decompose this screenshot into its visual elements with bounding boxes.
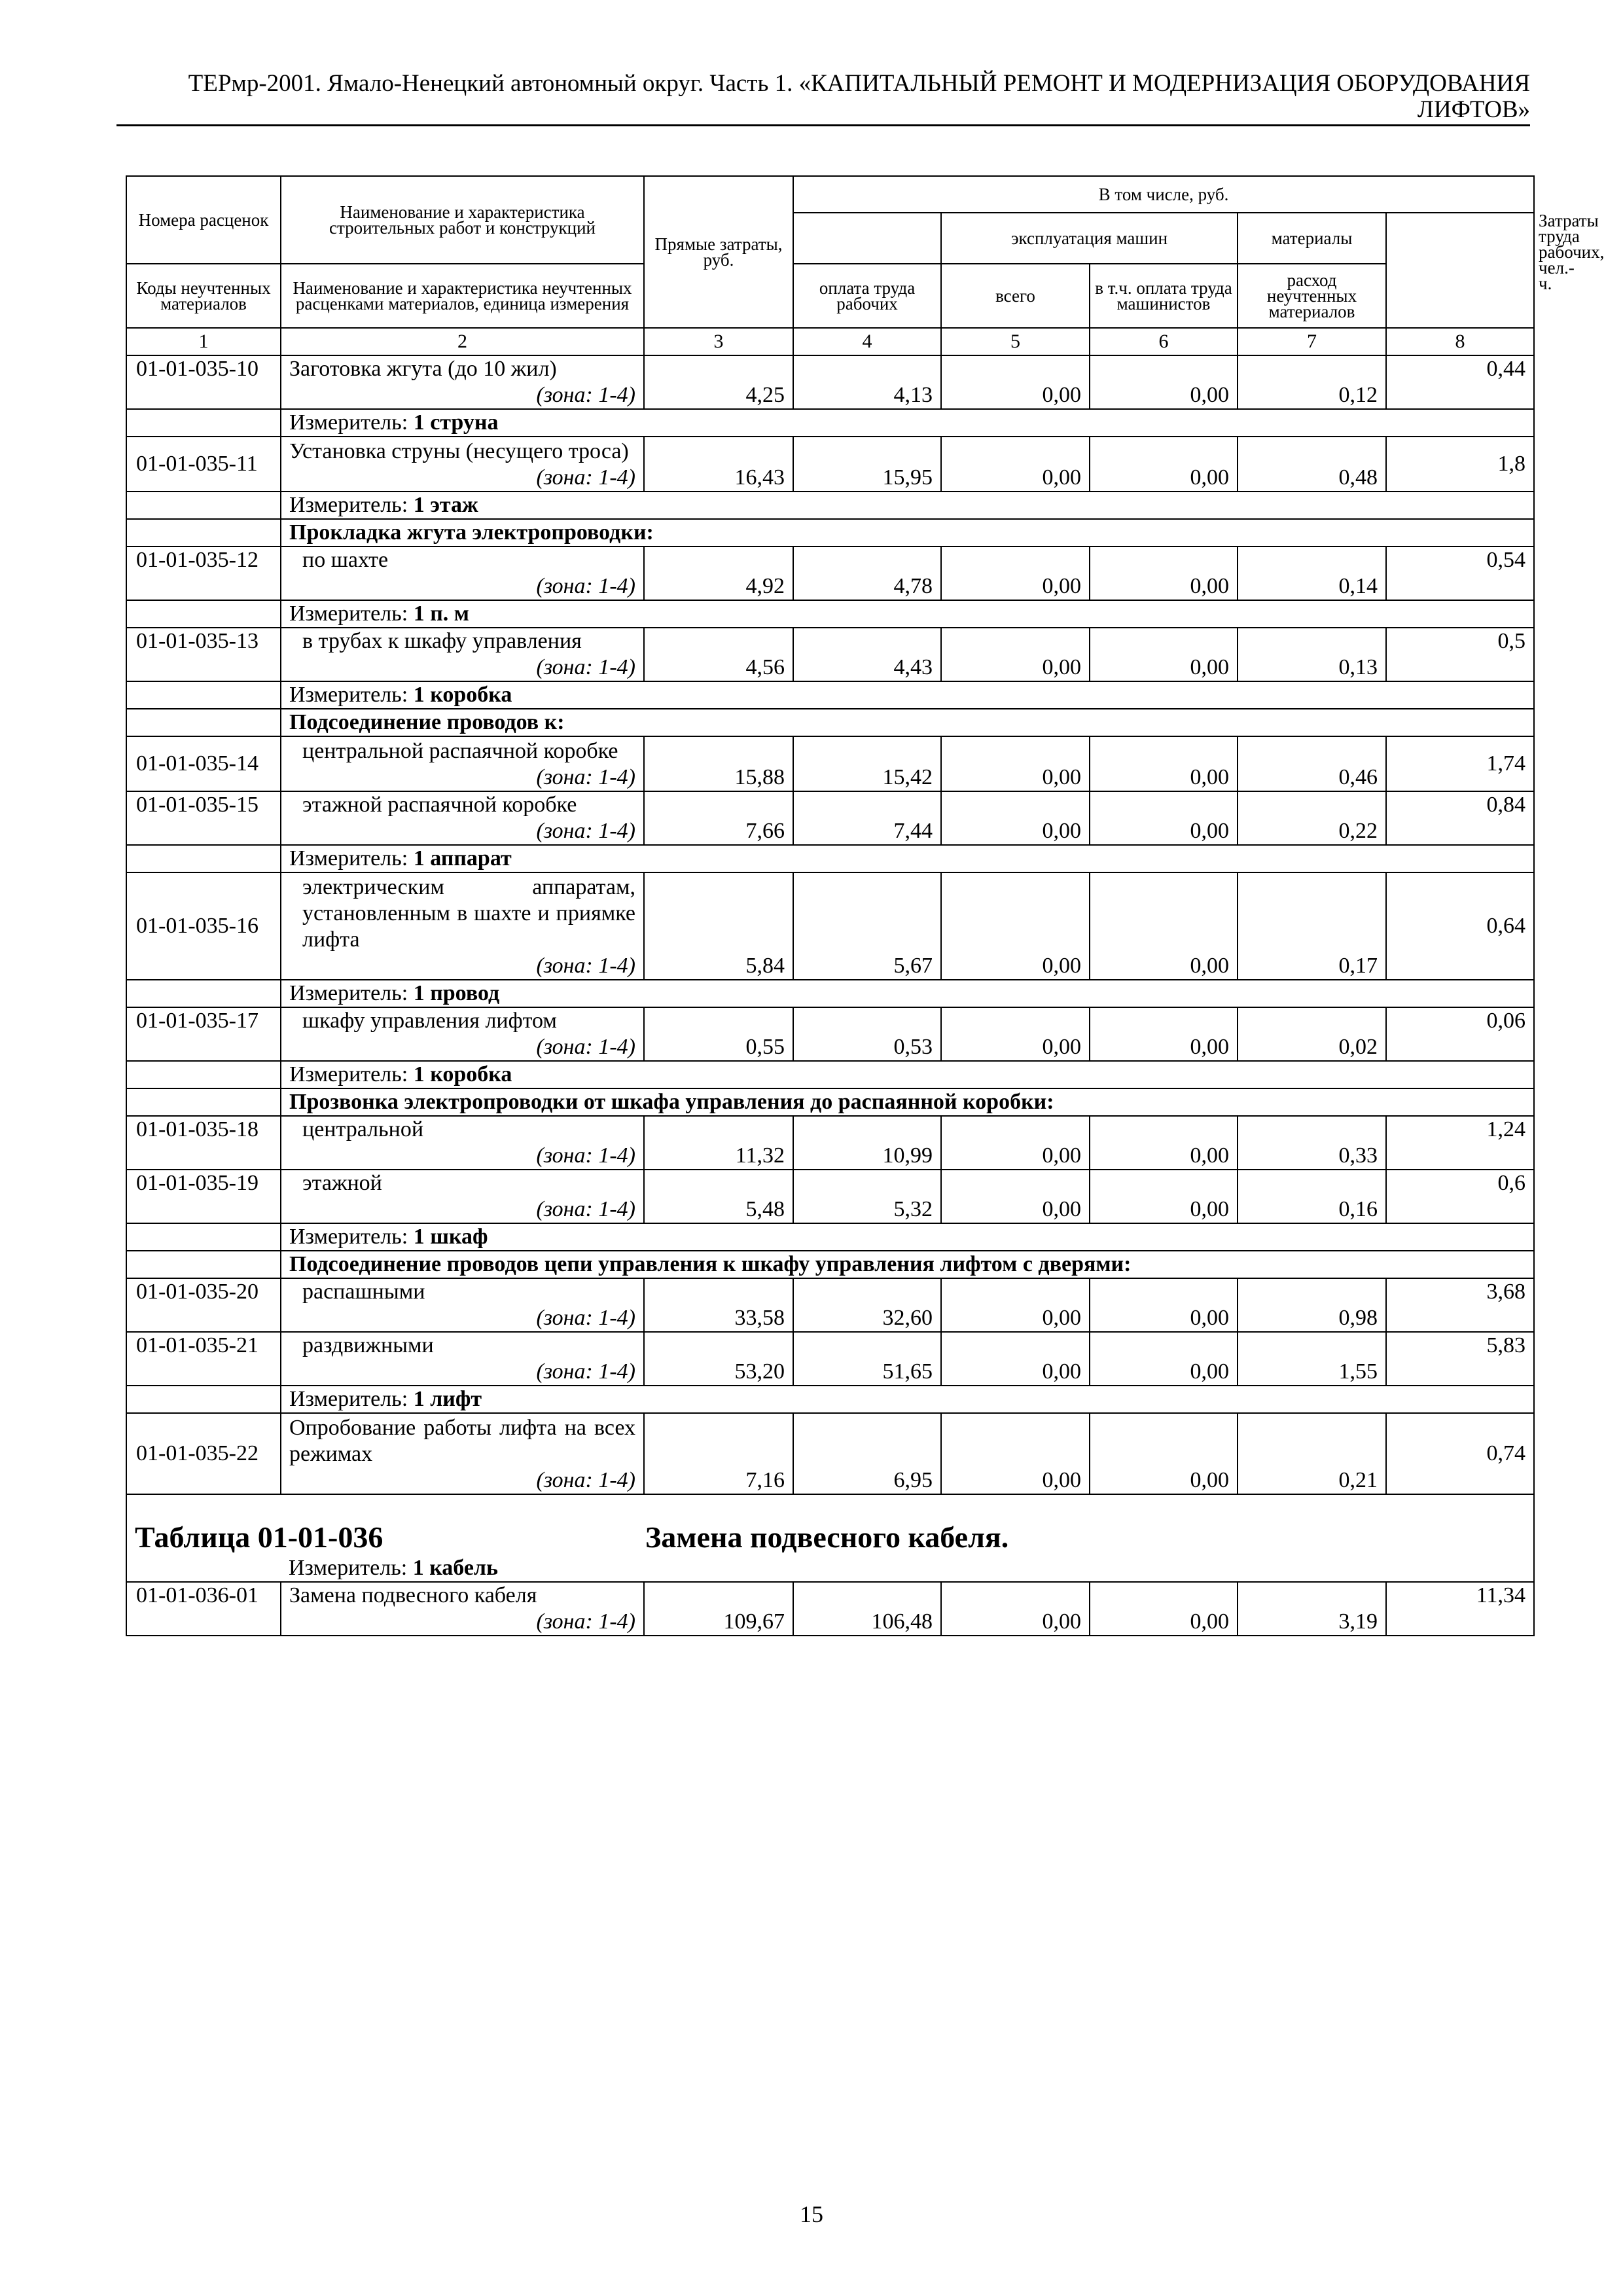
rate-name-cell [281, 1332, 644, 1386]
measure-cell [281, 1386, 1534, 1413]
empty-cell [126, 845, 281, 872]
rate-code: 01-01-035-11 [126, 437, 281, 492]
rate-code: 01-01-035-16 [126, 872, 281, 980]
rate-name-cell [281, 1170, 644, 1223]
measure-cell [281, 1061, 1534, 1088]
rate-name: этажной [302, 1171, 382, 1195]
labor-cost: 51,65 [793, 1332, 941, 1386]
material-cost: 1,55 [1238, 1332, 1386, 1386]
th-vsego: всего [941, 264, 1090, 328]
table-number: Таблица 01-01-036 [135, 1520, 383, 1554]
direct-cost: 53,20 [644, 1332, 793, 1386]
zone-label: (зона: 1-4) [536, 574, 635, 598]
empty-cell [126, 709, 281, 736]
operator-cost: 0,00 [1090, 547, 1238, 600]
labor-hours: 1,24 [1386, 1116, 1534, 1170]
operator-cost: 0,00 [1090, 437, 1238, 492]
rate-name-cell [281, 355, 644, 409]
group-heading: Прозвонка электропроводки от шкафа управления до распаянной коробки: [281, 1088, 1534, 1116]
rate-name: по шахте [302, 548, 389, 572]
measure-label: Измеритель: [289, 1062, 408, 1086]
measure-row [126, 1386, 1534, 1413]
rate-name-cell [281, 1007, 644, 1061]
table-row [126, 1332, 1534, 1386]
col-num: 4 [793, 328, 941, 355]
empty-cell [126, 1386, 281, 1413]
machine-cost: 0,00 [941, 1278, 1090, 1332]
measure-unit: 1 коробка [413, 683, 512, 707]
zone-label: (зона: 1-4) [536, 765, 635, 789]
measure-unit: 1 кабель [412, 1556, 498, 1580]
measure-label: Измеритель: [289, 683, 408, 707]
empty-cell [126, 681, 281, 709]
labor-hours: 5,83 [1386, 1332, 1534, 1386]
material-cost: 0,16 [1238, 1170, 1386, 1223]
operator-cost: 0,00 [1090, 1170, 1238, 1223]
operator-cost: 0,00 [1090, 1278, 1238, 1332]
measure-row [126, 600, 1534, 628]
zone-label: (зона: 1-4) [536, 1306, 635, 1330]
measure-unit: 1 провод [413, 981, 500, 1005]
material-cost: 0,12 [1238, 355, 1386, 409]
labor-cost: 15,95 [793, 437, 941, 492]
th-naim2: Наименование и характеристика неучтенных расценками материалов, единица измерения [281, 264, 644, 328]
rate-code: 01-01-035-19 [126, 1170, 281, 1223]
rates-table [126, 175, 1605, 1636]
table-title-cell [126, 1494, 1534, 1555]
labor-cost: 32,60 [793, 1278, 941, 1332]
material-cost: 0,22 [1238, 791, 1386, 845]
running-header [116, 71, 1530, 123]
zone-label: (зона: 1-4) [536, 819, 635, 843]
empty-cell [126, 600, 281, 628]
direct-cost: 4,56 [644, 628, 793, 681]
rate-name: электрическим аппаратам, установленным в шахте и приямке лифта [302, 875, 635, 952]
material-cost: 0,13 [1238, 628, 1386, 681]
operator-cost: 0,00 [1090, 872, 1238, 980]
col-num: 2 [281, 328, 644, 355]
rate-name-cell [281, 547, 644, 600]
machine-cost: 0,00 [941, 547, 1090, 600]
rate-name-cell [281, 1413, 644, 1494]
rate-code: 01-01-036-01 [126, 1582, 281, 1636]
material-cost: 0,48 [1238, 437, 1386, 492]
direct-cost: 15,88 [644, 736, 793, 791]
measure-label: Измеритель: [289, 493, 408, 517]
direct-cost: 0,55 [644, 1007, 793, 1061]
rate-name: этажной распаячной коробке [302, 793, 577, 817]
material-cost: 3,19 [1238, 1582, 1386, 1636]
material-cost: 0,14 [1238, 547, 1386, 600]
machine-cost: 0,00 [941, 1582, 1090, 1636]
machine-cost: 0,00 [941, 1413, 1090, 1494]
measure-unit: 1 этаж [413, 493, 478, 517]
rate-name: шкафу управления лифтом [302, 1009, 557, 1033]
table-title: Замена подвесного кабеля. [645, 1520, 1009, 1554]
table-row [126, 1007, 1534, 1061]
measure-label: Измеритель: [289, 981, 408, 1005]
machine-cost: 0,00 [941, 1007, 1090, 1061]
rate-code: 01-01-035-15 [126, 791, 281, 845]
measure-unit: 1 коробка [413, 1062, 512, 1086]
labor-cost: 4,43 [793, 628, 941, 681]
labor-hours: 0,54 [1386, 547, 1534, 600]
measure-label: Измеритель: [289, 1556, 408, 1580]
th-vtom: В том числе, руб. [793, 176, 1534, 213]
col-num: 1 [126, 328, 281, 355]
col-num: 7 [1238, 328, 1386, 355]
material-cost: 0,33 [1238, 1116, 1386, 1170]
table-row [126, 872, 1534, 980]
empty-cell [126, 980, 281, 1007]
measure-row [126, 1223, 1534, 1251]
material-cost: 0,98 [1238, 1278, 1386, 1332]
rate-name-cell [281, 736, 644, 791]
machine-cost: 0,00 [941, 872, 1090, 980]
empty-cell [126, 1061, 281, 1088]
empty-cell [126, 409, 281, 437]
machine-cost: 0,00 [941, 437, 1090, 492]
labor-cost: 5,32 [793, 1170, 941, 1223]
rate-name: Опробование работы лифта на всех режимах [289, 1416, 635, 1466]
labor-hours: 0,06 [1386, 1007, 1534, 1061]
group-row [126, 1088, 1534, 1116]
measure-row [126, 1555, 1534, 1582]
table-title-row [126, 1494, 1534, 1555]
operator-cost: 0,00 [1090, 736, 1238, 791]
direct-cost: 5,84 [644, 872, 793, 980]
th-mater: материалы [1238, 213, 1386, 264]
measure-label: Измеритель: [289, 410, 408, 435]
zone-label: (зона: 1-4) [536, 1609, 635, 1634]
th-expl: эксплуатация машин [941, 213, 1238, 264]
measure-unit: 1 лифт [413, 1387, 482, 1411]
machine-cost: 0,00 [941, 1170, 1090, 1223]
labor-hours: 1,8 [1386, 437, 1534, 492]
measure-row [126, 492, 1534, 519]
labor-hours: 0,74 [1386, 1413, 1534, 1494]
group-row [126, 519, 1534, 547]
empty-cell [126, 1223, 281, 1251]
rate-code: 01-01-035-13 [126, 628, 281, 681]
rate-name-cell [281, 872, 644, 980]
direct-cost: 7,16 [644, 1413, 793, 1494]
rate-name-cell [281, 1116, 644, 1170]
measure-label: Измеритель: [289, 846, 408, 870]
table-row [126, 1413, 1534, 1494]
zone-label: (зона: 1-4) [536, 1197, 635, 1221]
labor-cost: 15,42 [793, 736, 941, 791]
header-rule [116, 124, 1530, 126]
rate-code: 01-01-035-17 [126, 1007, 281, 1061]
measure-row [126, 980, 1534, 1007]
material-cost: 0,46 [1238, 736, 1386, 791]
measure-row [126, 1061, 1534, 1088]
group-row [126, 1251, 1534, 1278]
table-row [126, 355, 1534, 409]
th-oplata: оплата труда рабочих [793, 264, 941, 328]
measure-label: Измеритель: [289, 601, 408, 626]
measure-row [126, 681, 1534, 709]
rate-code: 01-01-035-21 [126, 1332, 281, 1386]
zone-label: (зона: 1-4) [536, 655, 635, 679]
direct-cost: 4,25 [644, 355, 793, 409]
labor-cost: 4,13 [793, 355, 941, 409]
machine-cost: 0,00 [941, 791, 1090, 845]
operator-cost: 0,00 [1090, 1007, 1238, 1061]
rate-code: 01-01-035-18 [126, 1116, 281, 1170]
rate-name: Заготовка жгута (до 10 жил) [289, 357, 557, 381]
zone-label: (зона: 1-4) [536, 383, 635, 407]
measure-label: Измеритель: [289, 1387, 408, 1411]
rate-name: распашными [302, 1280, 425, 1304]
operator-cost: 0,00 [1090, 1116, 1238, 1170]
group-heading: Подсоединение проводов к: [281, 709, 1534, 736]
operator-cost: 0,00 [1090, 1413, 1238, 1494]
rate-name: Установка струны (несущего троса) [289, 439, 629, 463]
zone-label: (зона: 1-4) [536, 1035, 635, 1059]
zone-label: (зона: 1-4) [536, 465, 635, 490]
rate-code: 01-01-035-10 [126, 355, 281, 409]
direct-cost: 109,67 [644, 1582, 793, 1636]
empty-cell [126, 492, 281, 519]
table-header: Номера расценок Наименование и характеристика строительных работ и конструкций Прямые затраты, руб. В том числе, руб. Затраты труда рабочих, чел.-ч. эксплуатация машин материалы Коды неучтенных материалов Наименование и характеристика неучтенных расценками материалов, единица измерения оплата труда рабочих всего в т.ч. оплата труда машинистов расход неучтенных материалов 1 2 3 4 5 6 7 8 [126, 176, 1534, 355]
table-row [126, 736, 1534, 791]
table-row [126, 1116, 1534, 1170]
measure-cell [281, 600, 1534, 628]
table-row [126, 1170, 1534, 1223]
rate-name-cell [281, 628, 644, 681]
rate-name: центральной [302, 1117, 424, 1141]
machine-cost: 0,00 [941, 736, 1090, 791]
empty-cell [126, 519, 281, 547]
measure-cell [281, 681, 1534, 709]
rate-name: раздвижными [302, 1333, 434, 1357]
material-cost: 0,02 [1238, 1007, 1386, 1061]
measure-cell [281, 980, 1534, 1007]
col-num: 8 [1386, 328, 1534, 355]
rate-code: 01-01-035-12 [126, 547, 281, 600]
operator-cost: 0,00 [1090, 1582, 1238, 1636]
material-cost: 0,21 [1238, 1413, 1386, 1494]
th-vtch: в т.ч. оплата труда машинистов [1090, 264, 1238, 328]
zone-label: (зона: 1-4) [536, 1143, 635, 1168]
labor-hours: 11,34 [1386, 1582, 1534, 1636]
machine-cost: 0,00 [941, 628, 1090, 681]
direct-cost: 4,92 [644, 547, 793, 600]
table-row [126, 628, 1534, 681]
direct-cost: 5,48 [644, 1170, 793, 1223]
measure-unit: 1 п. м [413, 601, 469, 626]
rate-name-cell [281, 437, 644, 492]
labor-hours: 0,6 [1386, 1170, 1534, 1223]
measure-row [126, 845, 1534, 872]
measure-cell [281, 845, 1534, 872]
zone-label: (зона: 1-4) [536, 1468, 635, 1492]
measure-cell [281, 409, 1534, 437]
empty-cell [126, 1555, 281, 1582]
header-line-1: ТЕРмр-2001. Ямало-Ненецкий автономный округ. Часть 1. «КАПИТАЛЬНЫЙ РЕМОНТ И МОДЕРНИЗАЦИЯ ОБОРУДОВАНИЯ [188, 70, 1530, 97]
group-heading: Подсоединение проводов цепи управления к шкафу управления лифтом с дверями: [281, 1251, 1534, 1278]
empty-cell [126, 1088, 281, 1116]
table-row [126, 791, 1534, 845]
labor-cost: 0,53 [793, 1007, 941, 1061]
labor-hours: 0,5 [1386, 628, 1534, 681]
labor-cost: 7,44 [793, 791, 941, 845]
col-num: 3 [644, 328, 793, 355]
measure-cell [281, 1223, 1534, 1251]
header-line-2: ЛИФТОВ» [1417, 96, 1530, 123]
machine-cost: 0,00 [941, 1332, 1090, 1386]
operator-cost: 0,00 [1090, 628, 1238, 681]
rate-code: 01-01-035-20 [126, 1278, 281, 1332]
th-rashod: расход неучтенных материалов [1238, 264, 1386, 328]
labor-cost: 5,67 [793, 872, 941, 980]
group-row [126, 709, 1534, 736]
table-row [126, 1278, 1534, 1332]
measure-row [126, 409, 1534, 437]
measure-unit: 1 струна [413, 410, 499, 435]
operator-cost: 0,00 [1090, 791, 1238, 845]
labor-cost: 6,95 [793, 1413, 941, 1494]
zone-label: (зона: 1-4) [536, 1359, 635, 1384]
th-kody: Коды неучтенных материалов [126, 264, 281, 328]
rate-name-cell [281, 1278, 644, 1332]
direct-cost: 33,58 [644, 1278, 793, 1332]
direct-cost: 11,32 [644, 1116, 793, 1170]
zone-label: (зона: 1-4) [536, 954, 635, 978]
empty-cell [126, 1251, 281, 1278]
rate-name-cell [281, 791, 644, 845]
rate-code: 01-01-035-22 [126, 1413, 281, 1494]
table-row [126, 547, 1534, 600]
measure-unit: 1 аппарат [413, 846, 512, 870]
table-row [126, 437, 1534, 492]
labor-hours: 0,84 [1386, 791, 1534, 845]
operator-cost: 0,00 [1090, 355, 1238, 409]
page-number: 15 [800, 2201, 823, 2227]
col-num: 5 [941, 328, 1090, 355]
th-pryamye: Прямые затраты, руб. [644, 176, 793, 328]
measure-unit: 1 шкаф [413, 1225, 488, 1249]
labor-cost: 10,99 [793, 1116, 941, 1170]
table-row [126, 1582, 1534, 1636]
material-cost: 0,17 [1238, 872, 1386, 980]
labor-hours: 3,68 [1386, 1278, 1534, 1332]
group-heading: Прокладка жгута электропроводки: [281, 519, 1534, 547]
machine-cost: 0,00 [941, 1116, 1090, 1170]
th-empty [793, 213, 941, 264]
machine-cost: 0,00 [941, 355, 1090, 409]
th-naim1: Наименование и характеристика строительных работ и конструкций [281, 176, 644, 264]
labor-cost: 4,78 [793, 547, 941, 600]
direct-cost: 7,66 [644, 791, 793, 845]
col-num: 6 [1090, 328, 1238, 355]
rate-code: 01-01-035-14 [126, 736, 281, 791]
rate-name-cell [281, 1582, 644, 1636]
measure-cell [281, 492, 1534, 519]
labor-cost: 106,48 [793, 1582, 941, 1636]
th-nomera: Номера расценок [126, 176, 281, 264]
rate-name: Замена подвесного кабеля [289, 1583, 537, 1607]
measure-cell [281, 1555, 1534, 1582]
labor-hours: 1,74 [1386, 736, 1534, 791]
operator-cost: 0,00 [1090, 1332, 1238, 1386]
labor-hours: 0,64 [1386, 872, 1534, 980]
rate-name: в трубах к шкафу управления [302, 629, 582, 653]
direct-cost: 16,43 [644, 437, 793, 492]
rate-name: центральной распаячной коробке [302, 739, 618, 763]
labor-hours: 0,44 [1386, 355, 1534, 409]
measure-label: Измеритель: [289, 1225, 408, 1249]
